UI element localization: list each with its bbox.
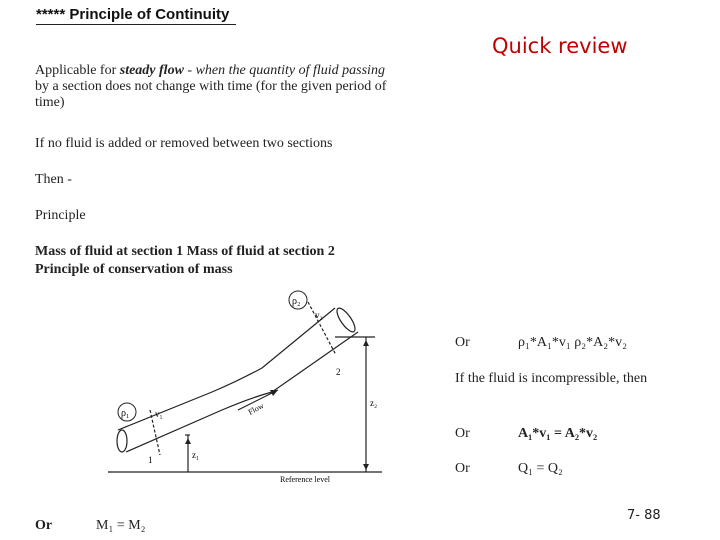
incompressible-text: If the fluid is incompressible, then [455,371,648,386]
section2-label: 2 [336,367,341,377]
title-underline [36,24,236,25]
section1-label: 1 [148,455,153,465]
rho2-label: ρ₂ [292,296,301,307]
then-text: Then - [35,172,72,187]
bottom-or-label: Or [35,518,53,533]
principle-text: Principle [35,208,86,223]
z1-label: z₁ [192,450,200,460]
v1-label: v₁ [155,409,163,419]
quick-review-badge: Quick review [492,34,628,58]
z2-label: z₂ [370,398,378,408]
steady-line3: time) [35,95,65,110]
steady-flow-paragraph [35,63,386,111]
page-title: ***** Principle of Continuity [36,6,230,23]
or1-equation: ρ₁*A₁*v₁ ρ₂*A₂*v₂ [518,335,627,350]
v2-label: v₂ [315,310,323,320]
no-fluid-text: If no fluid is added or removed between two sections [35,136,333,151]
or1-label: Or [455,335,470,350]
rho1-label: ρ₁ [121,408,130,419]
conservation-text: Principle of conservation of mass [35,262,233,277]
or3-label: Or [455,461,470,476]
bottom-equation: M₁ = M₂ [96,518,146,533]
reference-level-label: Reference level [280,475,330,484]
mass-equation-text: Mass of fluid at section 1 Mass of fluid at section 2 [35,244,335,259]
steady-term: steady flow [119,63,184,78]
slide-number: 7- 88 [627,508,661,523]
steady-def: - when the quantity of fluid passing [183,63,385,78]
or3-equation: Q₁ = Q₂ [518,461,563,476]
steady-prefix: Applicable for [35,63,120,78]
or2-label: Or [455,426,470,441]
flow-label: Flow [246,401,266,417]
pipe-diagram [100,280,390,490]
steady-line2: by a section does not change with time (for the given period of [35,79,387,94]
or2-equation: A₁*v₁ = A₂*v₂ [518,426,598,441]
